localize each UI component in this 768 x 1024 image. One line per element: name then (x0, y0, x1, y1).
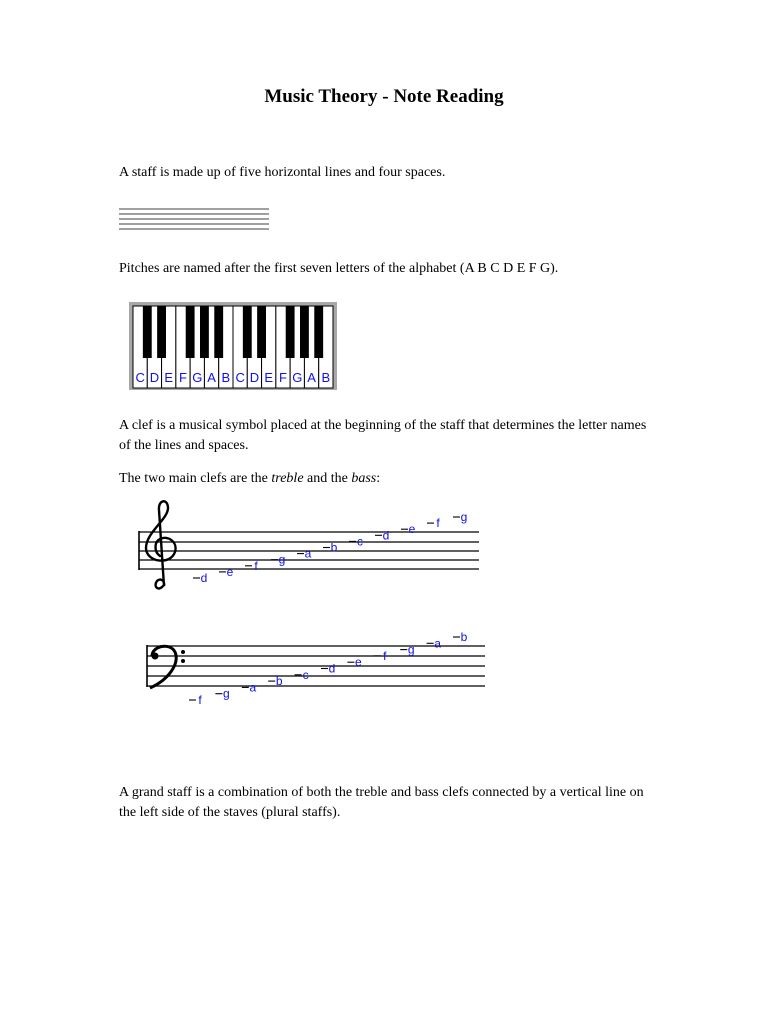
key-label: G (192, 370, 203, 385)
black-key (214, 306, 223, 358)
black-key (300, 306, 309, 358)
black-key (243, 306, 252, 358)
black-key (314, 306, 323, 358)
key-label: D (249, 370, 260, 385)
note-label: c (302, 667, 309, 682)
note-label: f (383, 648, 387, 663)
note-label: d (200, 571, 208, 585)
main-clefs-before: The two main clefs are the (119, 471, 272, 486)
note-label: b (275, 674, 283, 689)
pitch-intro-text: Pitches are named after the first seven letters of the alphabet (A B C D E F G). (119, 261, 559, 276)
key-label: G (292, 370, 303, 385)
note-label: g (278, 552, 286, 567)
note-label: d (328, 661, 336, 676)
staff-intro-text: A staff is made up of five horizontal lines and four spaces. (119, 165, 446, 180)
key-label: C (135, 370, 145, 385)
note-label: g (460, 510, 468, 524)
key-label: E (164, 370, 174, 385)
treble-word: treble (271, 471, 304, 486)
bass-word: bass (351, 471, 377, 486)
main-clefs-middle: and the (303, 471, 352, 486)
key-label: D (149, 370, 160, 385)
page-title: Music Theory - Note Reading (264, 86, 504, 107)
black-key (257, 306, 266, 358)
key-label: F (179, 370, 187, 385)
note-label: b (460, 630, 468, 644)
note-label: e (355, 655, 362, 670)
note-label: g (407, 642, 415, 657)
bass-clef-icon (150, 646, 185, 688)
key-label: A (207, 370, 216, 385)
black-key (143, 306, 152, 358)
key-label: A (307, 370, 316, 385)
note-label: a (434, 636, 441, 651)
key-label: B (221, 370, 231, 385)
note-label: e (226, 564, 234, 579)
main-clefs-text (119, 469, 659, 489)
black-key (286, 306, 295, 358)
note-label: a (249, 680, 257, 695)
note-label: f (198, 693, 202, 707)
grand-staff-text: A grand staff is a combination of both the treble and bass clefs connected by a vertical line on the left side of the staves (plural staffs). (119, 785, 644, 820)
note-label: f (254, 558, 258, 573)
empty-staff-illustration (119, 208, 271, 232)
key-label: B (321, 370, 331, 385)
treble-clef-icon (146, 501, 176, 588)
black-key (200, 306, 209, 358)
main-clefs-after: : (376, 471, 381, 486)
clef-intro-text: A clef is a musical symbol placed at the beginning of the staff that determines the letter names of the lines and spaces. (119, 418, 647, 453)
note-label: a (304, 546, 312, 561)
key-label: C (235, 370, 245, 385)
black-key (157, 306, 166, 358)
black-key (186, 306, 195, 358)
note-label: d (382, 528, 390, 543)
key-label: E (264, 370, 274, 385)
note-label: e (408, 522, 416, 537)
note-label: g (223, 686, 230, 701)
key-label: F (279, 370, 287, 385)
note-label: c (357, 534, 363, 549)
treble-staff (139, 501, 479, 588)
piano-keyboard-illustration (129, 302, 337, 390)
note-label: b (330, 540, 338, 555)
bass-staff (147, 630, 485, 707)
note-label: f (436, 516, 440, 531)
